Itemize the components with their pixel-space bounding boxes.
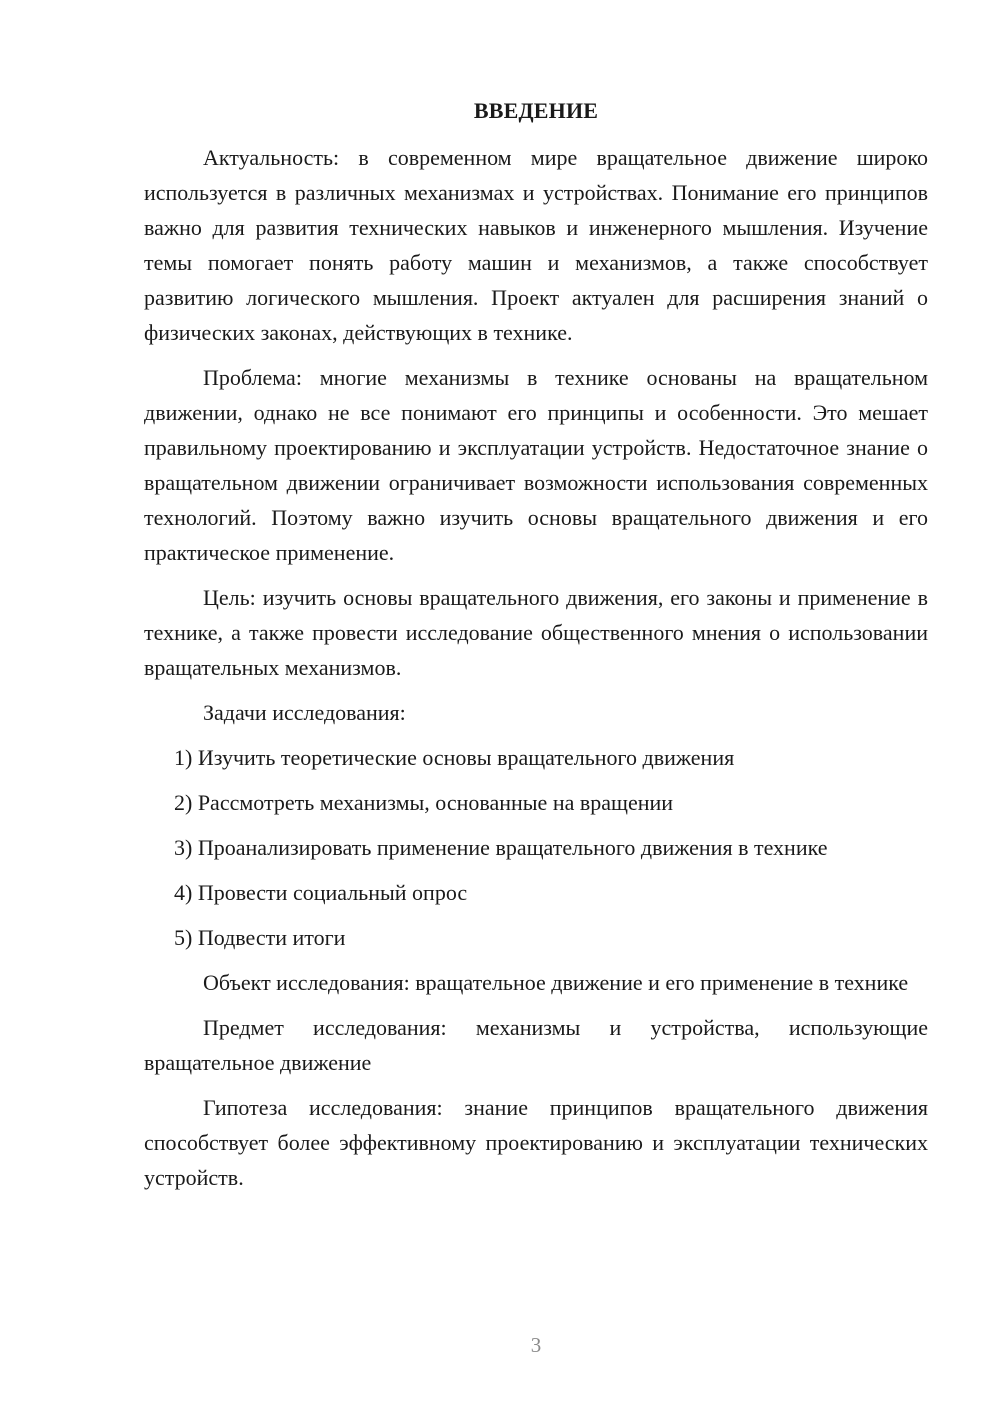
paragraph-hypothesis: Гипотеза исследования: знание принципов вращательного движения способствует более эффективному проектированию и эксплуатации технических устройств. xyxy=(144,1095,928,1190)
list-item: 3) Проанализировать применение вращательного движения в технике xyxy=(174,835,828,860)
list-item: 4) Провести социальный опрос xyxy=(174,880,468,905)
tasks-list xyxy=(144,740,928,955)
paragraph-object: Объект исследования: вращательное движение и его применение в технике xyxy=(203,970,909,995)
list-item: 5) Подвести итоги xyxy=(174,925,346,950)
section-title: ВВЕДЕНИЕ xyxy=(473,98,599,123)
paragraph-problem: Проблема: многие механизмы в технике основаны на вращательном движении, однако не все понимают его принципы и особенности. Это мешает правильному проектированию и эксплуатации устройств. Недостаточное знание о вращательном движении ограничивает возможности использования современных технологий. Поэтому важно изучить основы вращательного движения и его практическое применение. xyxy=(144,365,928,565)
list-item: 2) Рассмотреть механизмы, основанные на вращении xyxy=(174,790,674,815)
document-page xyxy=(144,94,928,1205)
list-item: 1) Изучить теоретические основы вращательного движения xyxy=(174,745,735,770)
page-number: 3 xyxy=(530,1333,542,1357)
paragraph-relevance: Актуальность: в современном мире вращательное движение широко используется в различных механизмах и устройствах. Понимание его принципов важно для развития технических навыков и инженерного мышления. Изучение темы помогает понять работу машин и механизмов, а также способствует развитию логического мышления. Проект актуален для расширения знаний о физических законах, действующих в технике. xyxy=(144,145,928,345)
tasks-intro: Задачи исследования: xyxy=(203,700,406,725)
paragraph-goal: Цель: изучить основы вращательного движения, его законы и применение в технике, а также провести исследование общественного мнения о использовании вращательных механизмов. xyxy=(144,585,928,680)
paragraph-subject: Предмет исследования: механизмы и устройства, использующие вращательное движение xyxy=(144,1015,928,1075)
